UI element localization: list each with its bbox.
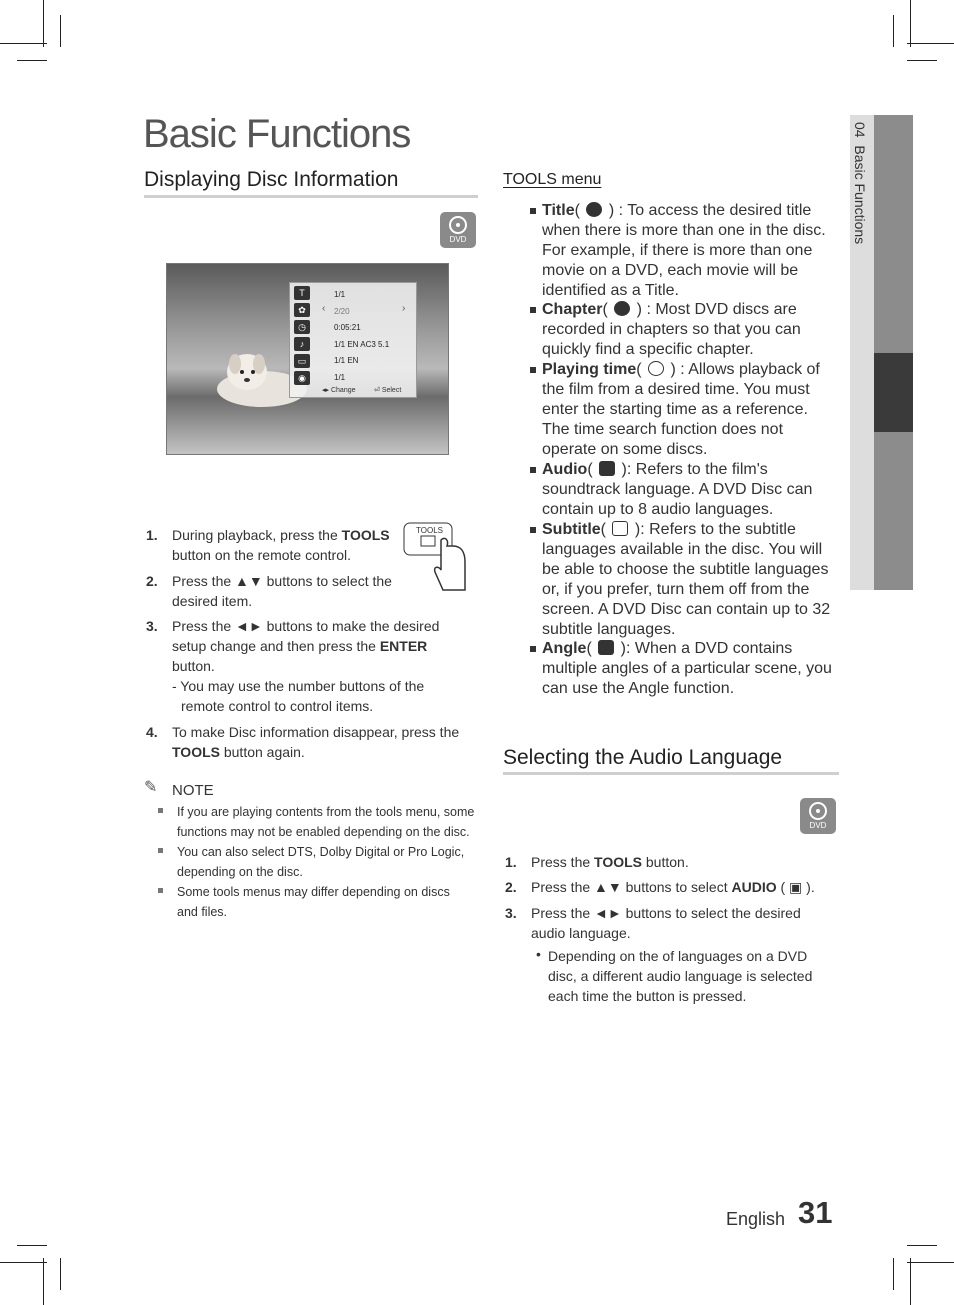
- note-bullet: [158, 808, 163, 813]
- disc-info-osd: [289, 282, 417, 398]
- crop-mark: [43, 0, 44, 47]
- osd-chapter-value: 2/20: [334, 306, 350, 316]
- osd-time-value: 0:05:21: [334, 323, 361, 332]
- tools-item-subtitle: Subtitle( ): Refers to the subtitle languages available in the disc. You will be able to choose the subtitle languages or, if you prefer, turn them off from the screen. A DVD Disc can contain up to 32 subtitle languages.: [542, 521, 831, 638]
- crop-mark: [0, 43, 47, 44]
- crop-mark: [907, 1262, 954, 1263]
- crop-mark: [60, 1258, 61, 1290]
- step-number: 1.: [146, 527, 158, 543]
- change-hint: ◂▸ Change: [322, 387, 356, 394]
- note-label: NOTE: [172, 782, 214, 799]
- tools-item-title: Title( ) : To access the desired title when there is more than one in the disc. For example, if there is more than one movie on a DVD, each movie will be identified as a Title.: [542, 202, 826, 299]
- osd-angle-value: 1/1: [334, 372, 346, 382]
- subtitle-icon: ▭: [294, 354, 310, 368]
- pencil-icon: ✎: [144, 779, 158, 796]
- chapter-icon: [614, 301, 630, 316]
- page-title: Basic Functions: [143, 112, 411, 156]
- crop-mark: [60, 15, 61, 47]
- osd-audio-value: 1/1 EN AC3 5.1: [334, 339, 390, 349]
- audio-icon: [599, 461, 615, 476]
- side-tab-label: 04 Basic Functions: [852, 122, 868, 245]
- list-bullet: [530, 527, 536, 533]
- list-bullet: [530, 646, 536, 652]
- page-number: 31: [798, 1195, 833, 1230]
- osd-values: [334, 287, 389, 386]
- disc-icon: [449, 216, 467, 234]
- tv-screen-illustration: [166, 263, 449, 455]
- list-bullet: [530, 208, 536, 214]
- chevron-left-icon: ‹: [322, 303, 326, 314]
- step-text: Press the ▲▼ buttons to select AUDIO ( ▣ ).: [531, 879, 815, 895]
- tools-item-angle: Angle( ): When a DVD contains multiple angles of a particular scene, you can use the Angle function.: [542, 640, 832, 697]
- dvd-badge-label: DVD: [809, 821, 827, 830]
- step-subnote: - You may use the number buttons of the remote control to control items.: [172, 678, 425, 714]
- chevron-right-icon: ›: [402, 303, 406, 314]
- note-item: If you are playing contents from the tools menu, some functions may not be enabled depending on the disc.: [177, 805, 475, 839]
- step-number: 4.: [146, 724, 158, 740]
- list-bullet: [530, 367, 536, 373]
- step-number: 1.: [505, 854, 517, 870]
- crop-mark: [907, 43, 954, 44]
- osd-footer: [318, 385, 418, 397]
- tools-item-audio: Audio( ): Refers to the film's soundtrack language. A DVD Disc can contain up to 8 audio languages.: [542, 461, 813, 518]
- tools-button-label: TOOLS: [416, 526, 443, 535]
- step-text: Press the TOOLS button.: [531, 854, 689, 870]
- heading-rule: [503, 772, 839, 775]
- section-heading-audio-language: Selecting the Audio Language: [503, 746, 783, 769]
- note-bullet: [158, 848, 163, 853]
- crop-mark: [910, 0, 911, 47]
- section-heading-disc-info: Displaying Disc Information: [144, 168, 399, 191]
- dvd-badge: [800, 798, 836, 834]
- osd-icon-column: [290, 283, 316, 387]
- title-icon: T: [294, 286, 310, 300]
- audio-bullet-text: Depending on the of languages on a DVD disc, a different audio language is selected each time the button is pressed.: [548, 948, 813, 1004]
- crop-mark: [0, 1262, 47, 1263]
- step-text: Press the ◄► buttons to make the desired setup change and then press the ENTER button.: [172, 618, 440, 674]
- select-hint: ⏎ Select: [374, 387, 402, 394]
- list-bullet: [530, 467, 536, 473]
- side-tab-marker: [874, 353, 913, 432]
- tools-item-chapter: Chapter( ) : Most DVD discs are recorded in chapters so that you can quickly find a specific chapter.: [542, 301, 801, 358]
- angle-icon: ◉: [294, 371, 310, 385]
- audio-icon: ♪: [294, 337, 310, 351]
- osd-subtitle-value: 1/1 EN: [334, 356, 359, 365]
- crop-mark: [17, 60, 47, 61]
- step-text: Press the ◄► buttons to select the desired audio language.: [531, 905, 801, 941]
- crop-mark: [910, 1258, 911, 1305]
- crop-mark: [17, 1245, 47, 1246]
- dvd-badge: [440, 212, 476, 248]
- step-number: 3.: [505, 905, 517, 921]
- list-dot: •: [536, 946, 541, 962]
- crop-mark: [893, 1258, 894, 1290]
- step-text: During playback, press the TOOLS button on the remote control.: [172, 527, 390, 563]
- note-item: Some tools menus may differ depending on discs and files.: [177, 885, 450, 919]
- title-icon: [586, 202, 602, 217]
- disc-icon: [809, 802, 827, 820]
- clock-icon: ◷: [294, 320, 310, 334]
- step-text: To make Disc information disappear, press the TOOLS button again.: [172, 724, 460, 760]
- crop-mark: [907, 1245, 937, 1246]
- step-number: 2.: [146, 573, 158, 589]
- list-bullet: [530, 307, 536, 313]
- clock-icon: [648, 361, 664, 376]
- footer-language: English: [726, 1209, 786, 1229]
- angle-icon: [598, 640, 614, 655]
- dvd-badge-label: DVD: [449, 235, 467, 244]
- step-number: 3.: [146, 618, 158, 634]
- note-item: You can also select DTS, Dolby Digital or Pro Logic, depending on the disc.: [177, 845, 465, 879]
- step-number: 2.: [505, 879, 517, 895]
- crop-mark: [43, 1258, 44, 1305]
- heading-rule: [144, 195, 478, 198]
- crop-mark: [893, 15, 894, 47]
- tools-item-playing-time: Playing time( ) : Allows playback of the film from a desired time. You must enter the starting time as a reference. The time search function does not operate on some discs.: [542, 361, 820, 458]
- tools-menu-heading: TOOLS menu: [503, 171, 602, 188]
- crop-mark: [907, 60, 937, 61]
- note-bullet: [158, 888, 163, 893]
- step-text: Press the ▲▼ buttons to select the desired item.: [172, 573, 392, 609]
- chapter-icon: ✿: [294, 303, 310, 317]
- subtitle-icon: [612, 521, 628, 536]
- osd-title-value: 1/1: [334, 290, 346, 299]
